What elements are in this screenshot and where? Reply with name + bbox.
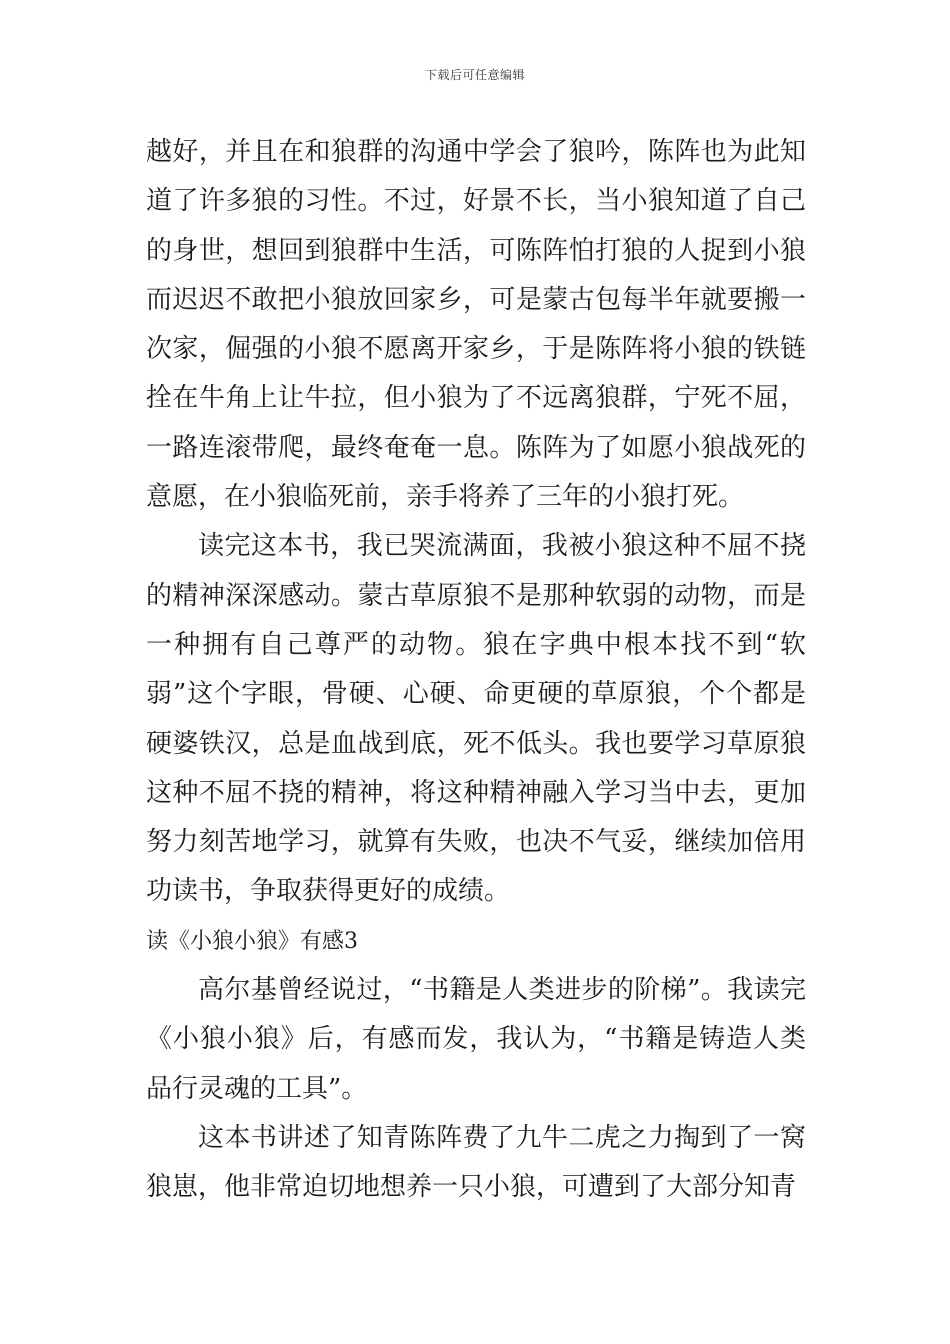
page-header: 下载后可任意编辑 <box>424 68 525 82</box>
paragraph-3: 高尔基曾经说过，“书籍是人类进步的阶梯”。我读完《小狼小狼》后，有感而发，我认为，“书籍是铸造人类品行灵魂的工具”。 <box>146 975 806 1104</box>
section-heading: 读《小狼小狼》有感3 <box>146 928 358 954</box>
paragraph-4: 这本书讲述了知青陈阵费了九牛二虎之力掏到了一窝狼崽，他非常迫切地想养一只小狼，可遭到了大部分知青 <box>146 1122 806 1203</box>
document-body <box>146 128 806 1213</box>
paragraph-1: 越好，并且在和狼群的沟通中学会了狼吟，陈阵也为此知道了许多狼的习性。不过，好景不长，当小狼知道了自己的身世，想回到狼群中生活，可陈阵怕打狼的人捉到小狼而迟迟不敢把小狼放回家乡，可是蒙古包每半年就要搬一次家，倔强的小狼不愿离开家乡，于是陈阵将小狼的铁链拴在牛角上让牛拉，但小狼为了不远离狼群，宁死不屈，一路连滚带爬，最终奄奄一息。陈阵为了如愿小狼战死的意愿，在小狼临死前，亲手将养了三年的小狼打死。 <box>146 137 806 513</box>
paragraph-2: 读完这本书，我已哭流满面，我被小狼这种不屈不挠的精神深深感动。蒙古草原狼不是那种软弱的动物，而是一种拥有自己尊严的动物。狼在字典中根本找不到“软弱”这个字眼，骨硬、心硬、命更硬的草原狼，个个都是硬婆铁汉，总是血战到底，死不低头。我也要学习草原狼这种不屈不挠的精神，将这种精神融入学习当中去，更加努力刻苦地学习，就算有失败，也决不气妥，继续加倍用功读书，争取获得更好的成绩。 <box>146 531 806 907</box>
